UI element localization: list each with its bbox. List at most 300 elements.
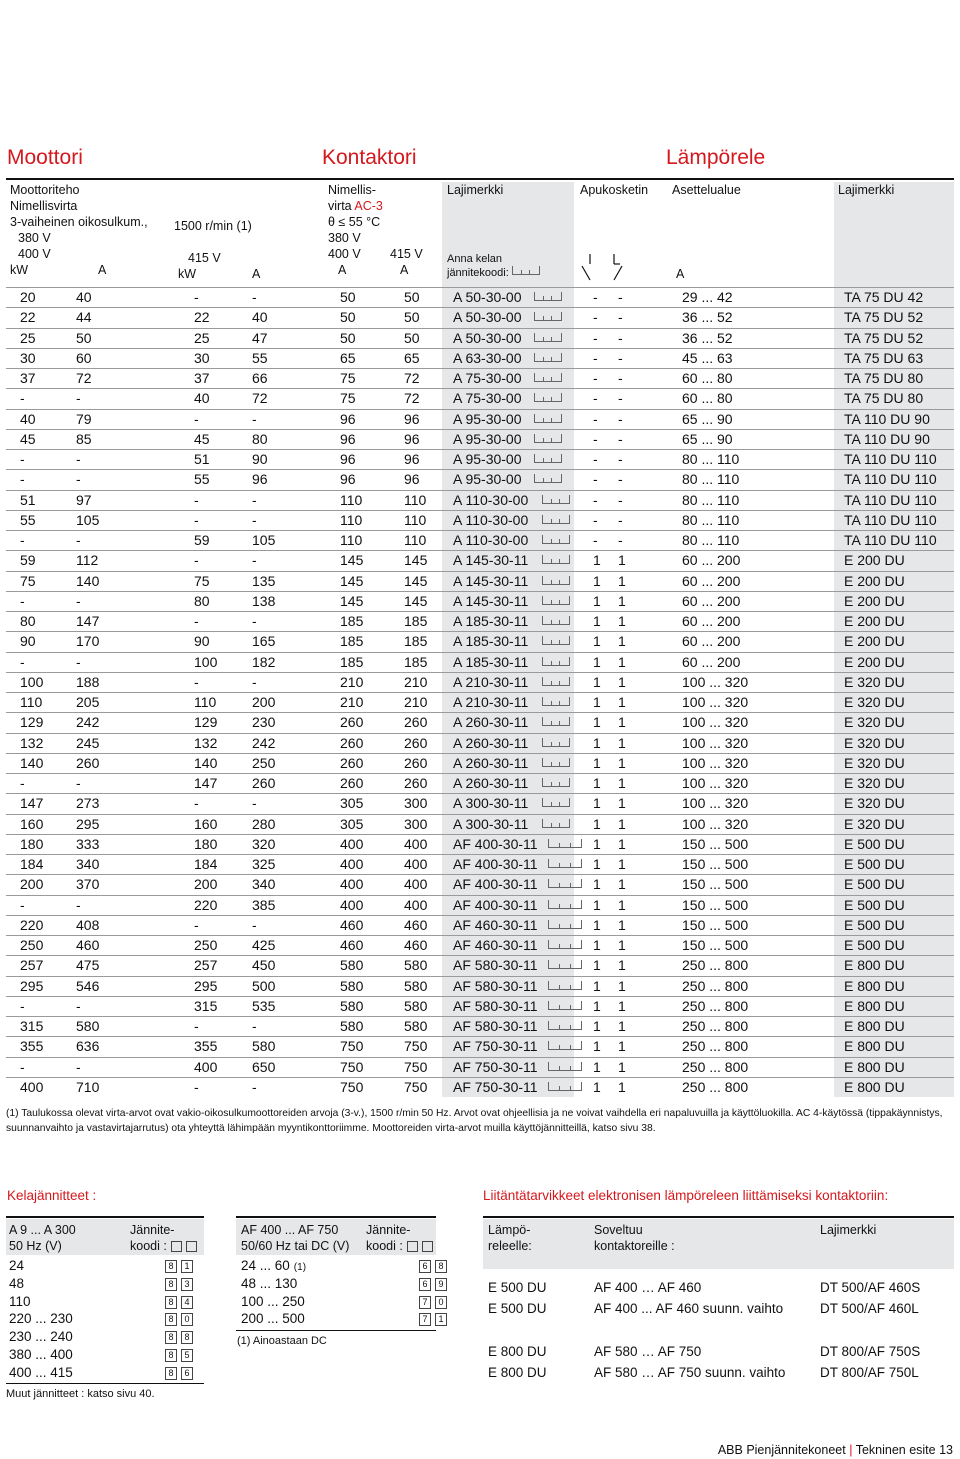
table-row bbox=[6, 490, 954, 510]
cell-aux-no: - bbox=[593, 349, 598, 366]
coil-voltage-row bbox=[9, 1258, 199, 1273]
cell-motor-amp-400: 79 bbox=[76, 410, 92, 427]
cell-motor-amp-415: 260 bbox=[252, 775, 276, 791]
cell-setting-range: 45 ... 63 bbox=[682, 349, 733, 366]
coil-code bbox=[165, 1365, 197, 1380]
coil-left-h4: koodi : bbox=[130, 1239, 167, 1253]
cell-aux-nc: - bbox=[618, 329, 623, 346]
cell-aux-no: - bbox=[593, 430, 598, 447]
cell-cont-amp-415: 300 bbox=[404, 815, 428, 832]
cell-aux-nc: - bbox=[618, 289, 623, 305]
table-row bbox=[6, 510, 954, 530]
cell-contactor-type: AF 580-30-11 bbox=[453, 957, 538, 974]
cell-motor-amp-400: - bbox=[76, 471, 81, 488]
cell-cont-amp-400: 400 bbox=[340, 835, 364, 852]
cell-motor-kw-415: 59 bbox=[194, 532, 210, 548]
cell-setting-range: 80 ... 110 bbox=[682, 532, 740, 548]
header-cont-ac3: AC-3 bbox=[354, 199, 383, 213]
code-digit: 1 bbox=[181, 1260, 193, 1273]
table-row bbox=[6, 652, 954, 672]
cell-contactor-type: A 50-30-00 bbox=[453, 289, 522, 305]
cell-motor-amp-400: 370 bbox=[76, 876, 100, 893]
cell-aux-no: 1 bbox=[593, 815, 601, 832]
cell-motor-kw-415: 22 bbox=[194, 309, 210, 326]
accessory-title: Liitäntätarvikkeet elektronisen lämpöreleen liittämiseksi kontaktoriin: bbox=[483, 1188, 889, 1203]
cell-aux-nc: 1 bbox=[618, 1078, 626, 1095]
cell-aux-no: 1 bbox=[593, 896, 601, 913]
cell-cont-amp-415: 260 bbox=[404, 714, 428, 731]
cell-relay-type: TA 75 DU 80 bbox=[844, 370, 924, 386]
cell-contactor-type: A 210-30-11 bbox=[453, 694, 529, 710]
table-row bbox=[6, 388, 954, 408]
cell-aux-nc: 1 bbox=[618, 552, 626, 569]
cell-motor-amp-415: 200 bbox=[252, 694, 276, 710]
coil-code-box-icon bbox=[542, 798, 570, 807]
cell-motor-amp-415: 66 bbox=[252, 370, 268, 386]
header-coil bbox=[447, 252, 540, 280]
cell-motor-kw-415: 132 bbox=[194, 734, 218, 751]
code-digit: 8 bbox=[165, 1331, 177, 1344]
cell-cont-amp-415: 750 bbox=[404, 1038, 428, 1055]
cell-aux-nc: 1 bbox=[618, 775, 626, 791]
coil-right-h2: 50/60 Hz tai DC (V) bbox=[241, 1239, 350, 1253]
cell-relay-type: E 320 DU bbox=[844, 734, 905, 751]
cell-cont-amp-415: 72 bbox=[404, 370, 420, 386]
cell-aux-no: 1 bbox=[593, 795, 601, 812]
cell-motor-amp-400: 112 bbox=[76, 552, 99, 569]
cell-aux-no: - bbox=[593, 289, 598, 305]
cell-aux-no: - bbox=[593, 410, 598, 427]
cell-setting-range: 60 ... 200 bbox=[682, 633, 741, 650]
header-cont-amp1: A bbox=[338, 263, 347, 277]
cell-motor-amp-400: 273 bbox=[76, 795, 100, 812]
cell-motor-amp-415: 500 bbox=[252, 977, 276, 994]
cell-contactor-type: AF 580-30-11 bbox=[453, 977, 538, 994]
cell-cont-amp-400: 260 bbox=[340, 734, 364, 751]
coil-right-h3: Jännite- bbox=[366, 1223, 411, 1237]
accessory-contactors: AF 580 … AF 750 bbox=[594, 1344, 702, 1359]
coil-code-box-icon bbox=[534, 373, 562, 382]
cell-aux-no: 1 bbox=[593, 876, 601, 893]
code-digit: 6 bbox=[419, 1260, 431, 1273]
table-row bbox=[6, 753, 954, 773]
cell-relay-type: TA 110 DU 110 bbox=[844, 451, 937, 467]
code-digit: 8 bbox=[181, 1331, 193, 1344]
cell-relay-type: E 800 DU bbox=[844, 1038, 905, 1055]
cell-motor-kw-400: 22 bbox=[20, 309, 36, 326]
code-box-icon bbox=[422, 1241, 433, 1252]
coil-code-box-icon bbox=[548, 1001, 582, 1010]
cell-setting-range: 100 ... 320 bbox=[682, 714, 749, 731]
coil-code-box-icon bbox=[534, 292, 562, 301]
header-cont-380: 380 V bbox=[328, 231, 361, 245]
cell-relay-type: TA 75 DU 80 bbox=[844, 390, 924, 407]
cell-motor-amp-415: 320 bbox=[252, 835, 276, 852]
cell-cont-amp-400: 580 bbox=[340, 977, 364, 994]
coil-code-box-icon bbox=[542, 697, 570, 706]
cell-motor-amp-415: 650 bbox=[252, 1058, 276, 1075]
table-row bbox=[6, 591, 954, 611]
cell-motor-kw-400: 80 bbox=[20, 613, 36, 629]
cell-aux-nc: 1 bbox=[618, 754, 626, 771]
coil-voltage-row bbox=[9, 1329, 199, 1344]
cell-motor-kw-415: 37 bbox=[194, 370, 210, 386]
cell-contactor-type: A 145-30-11 bbox=[453, 552, 529, 569]
footer bbox=[718, 1443, 953, 1457]
coil-code-box-icon bbox=[542, 636, 570, 645]
cell-motor-amp-415: 47 bbox=[252, 329, 268, 346]
cell-relay-type: E 320 DU bbox=[844, 714, 905, 731]
header-coil-l1: Anna kelan bbox=[447, 253, 503, 265]
cell-motor-kw-400: 295 bbox=[20, 977, 44, 994]
cell-motor-kw-415: - bbox=[194, 289, 199, 305]
cell-setting-range: 250 ... 800 bbox=[682, 997, 749, 1014]
coil-voltage: 110 bbox=[9, 1293, 31, 1309]
cell-contactor-type: A 75-30-00 bbox=[453, 370, 522, 386]
cell-motor-kw-400: 257 bbox=[20, 957, 44, 974]
cell-cont-amp-415: 260 bbox=[404, 775, 428, 791]
code-box-icon bbox=[186, 1241, 197, 1252]
header-type bbox=[447, 182, 503, 198]
cell-contactor-type: A 260-30-11 bbox=[453, 775, 529, 791]
cell-relay-type: E 800 DU bbox=[844, 1058, 905, 1075]
cell-aux-nc: 1 bbox=[618, 977, 626, 994]
header-type-label: Lajimerkki bbox=[447, 183, 504, 197]
cell-motor-kw-415: 400 bbox=[194, 1058, 218, 1075]
accessory-h2a: Soveltuu bbox=[594, 1223, 643, 1237]
cell-motor-kw-415: - bbox=[194, 673, 199, 690]
coil-code bbox=[419, 1276, 451, 1291]
cell-motor-kw-415: 90 bbox=[194, 633, 210, 650]
cell-cont-amp-415: 110 bbox=[404, 511, 427, 528]
cell-cont-amp-415: 96 bbox=[404, 471, 420, 488]
cell-motor-kw-400: 132 bbox=[20, 734, 44, 751]
cell-aux-no: - bbox=[593, 471, 598, 488]
header-motor-l3: 3-vaiheinen oikosulkum., bbox=[10, 215, 148, 229]
header-relay-type bbox=[838, 182, 894, 198]
table-row bbox=[6, 814, 954, 834]
cell-aux-nc: - bbox=[618, 471, 623, 488]
cell-cont-amp-400: 50 bbox=[340, 329, 356, 346]
coil-right-end-rule bbox=[236, 1330, 436, 1331]
header-kw-415: kW bbox=[178, 267, 197, 281]
accessory-h2 bbox=[594, 1222, 675, 1254]
cell-aux-no: 1 bbox=[593, 856, 601, 872]
cell-relay-type: TA 110 DU 90 bbox=[844, 410, 930, 427]
cell-motor-kw-415: 180 bbox=[194, 835, 218, 852]
cell-aux-nc: 1 bbox=[618, 997, 626, 1014]
cell-setting-range: 80 ... 110 bbox=[682, 471, 740, 488]
cell-motor-amp-400: 97 bbox=[76, 491, 92, 508]
cell-cont-amp-400: 75 bbox=[340, 390, 356, 407]
cell-cont-amp-400: 210 bbox=[340, 694, 364, 710]
cell-motor-amp-415: - bbox=[252, 916, 257, 933]
coil-code-box-icon bbox=[548, 981, 582, 990]
cell-cont-amp-415: 185 bbox=[404, 613, 428, 629]
table-row bbox=[6, 692, 954, 712]
header-range-unit: A bbox=[676, 267, 685, 281]
section-title-relay: Lämpörele bbox=[666, 146, 766, 169]
cell-motor-amp-415: 425 bbox=[252, 937, 276, 953]
cell-motor-kw-400: - bbox=[20, 532, 25, 548]
coil-code-box-icon bbox=[548, 900, 582, 909]
cell-relay-type: TA 110 DU 90 bbox=[844, 430, 930, 447]
cell-motor-kw-415: 147 bbox=[194, 775, 218, 791]
coil-code bbox=[165, 1276, 197, 1291]
cell-motor-kw-400: - bbox=[20, 1058, 25, 1075]
coil-voltage-row bbox=[9, 1276, 199, 1291]
cell-aux-nc: 1 bbox=[618, 613, 626, 629]
table-row bbox=[6, 328, 954, 348]
cell-cont-amp-400: 260 bbox=[340, 775, 364, 791]
coil-code-box-icon bbox=[542, 515, 570, 524]
cell-aux-no: 1 bbox=[593, 1018, 601, 1034]
cell-motor-amp-415: - bbox=[252, 410, 257, 427]
cell-motor-kw-400: - bbox=[20, 390, 25, 407]
cell-aux-no: - bbox=[593, 511, 598, 528]
table-row bbox=[6, 571, 954, 591]
coil-code-box-icon bbox=[548, 859, 582, 868]
table-row bbox=[6, 1057, 954, 1077]
cell-motor-amp-400: 44 bbox=[76, 309, 92, 326]
cell-aux-no: - bbox=[593, 390, 598, 407]
cell-relay-type: E 200 DU bbox=[844, 653, 905, 670]
cell-motor-kw-400: 110 bbox=[20, 694, 43, 710]
footer-sep: | bbox=[849, 1443, 853, 1457]
contact-symbols-icon bbox=[578, 250, 628, 282]
cell-motor-amp-400: 710 bbox=[76, 1078, 100, 1095]
cell-motor-kw-400: - bbox=[20, 653, 25, 670]
cell-motor-amp-415: 165 bbox=[252, 633, 276, 650]
cell-cont-amp-400: 260 bbox=[340, 714, 364, 731]
accessory-h1b: releelle: bbox=[488, 1239, 532, 1253]
header-relay-type-label: Lajimerkki bbox=[838, 183, 895, 197]
footnote: (1) Taulukossa olevat virta-arvot ovat vakio-oikosulkumoottoreiden arvoja (3-v.), 1500 r/min 50 Hz. Arvot ovat ohjeellisia ja ne voivat vaihdella eri napaluvuilla ja käyttöluokilla. AC 4-käytössä (tippakäynnistys, suunnanvaihto ja vastavirtajarrutus) ota yhteyttä lähimpään myyntikonttoriimme. Moottoreiden virta-arvot muilla käyttöjännitteillä, katso sivu 38. bbox=[6, 1108, 943, 1134]
cell-motor-kw-415: 220 bbox=[194, 896, 218, 913]
cell-contactor-type: A 185-30-11 bbox=[453, 633, 529, 650]
footer-brand: ABB Pienjännitekoneet bbox=[717, 1443, 846, 1457]
coil-code-box-icon bbox=[548, 920, 582, 929]
table-row bbox=[6, 733, 954, 753]
cell-aux-nc: 1 bbox=[618, 896, 626, 913]
coil-right-h4: koodi : bbox=[366, 1239, 403, 1253]
cell-motor-kw-400: 100 bbox=[20, 673, 44, 690]
cell-motor-amp-400: 475 bbox=[76, 957, 100, 974]
cell-cont-amp-400: 750 bbox=[340, 1038, 364, 1055]
cell-aux-nc: 1 bbox=[618, 653, 626, 670]
accessory-contactors: AF 400 ... AF 460 suunn. vaihto bbox=[594, 1301, 784, 1316]
table-row bbox=[6, 895, 954, 915]
cell-relay-type: E 800 DU bbox=[844, 977, 905, 994]
cell-setting-range: 250 ... 800 bbox=[682, 1058, 749, 1075]
cell-motor-kw-415: - bbox=[194, 511, 199, 528]
accessory-relay: E 500 DU bbox=[488, 1301, 547, 1316]
cell-relay-type: E 320 DU bbox=[844, 815, 905, 832]
cell-aux-nc: 1 bbox=[618, 1058, 626, 1075]
accessory-header-bg bbox=[483, 1219, 954, 1269]
cell-cont-amp-400: 400 bbox=[340, 876, 364, 893]
accessory-row bbox=[488, 1365, 954, 1380]
code-digit: 8 bbox=[165, 1367, 177, 1380]
cell-motor-kw-400: 45 bbox=[20, 430, 36, 447]
table-row bbox=[6, 409, 954, 429]
accessory-row bbox=[488, 1344, 954, 1359]
header-motor-l1: Moottoriteho bbox=[10, 183, 80, 197]
coil-code-box-icon bbox=[542, 616, 570, 625]
cell-relay-type: E 500 DU bbox=[844, 896, 905, 913]
coil-code bbox=[165, 1347, 197, 1362]
accessory-type: DT 500/AF 460L bbox=[820, 1301, 919, 1316]
cell-aux-nc: - bbox=[618, 390, 623, 407]
table-row bbox=[6, 874, 954, 894]
coil-code-box-icon bbox=[542, 758, 570, 767]
cell-contactor-type: AF 580-30-11 bbox=[453, 997, 538, 1014]
cell-motor-amp-400: 408 bbox=[76, 916, 100, 933]
cell-motor-kw-400: - bbox=[20, 775, 25, 791]
coil-voltage: 230 ... 240 bbox=[9, 1329, 73, 1345]
cell-cont-amp-400: 580 bbox=[340, 997, 364, 1014]
table-row bbox=[6, 672, 954, 692]
cell-motor-amp-415: 242 bbox=[252, 734, 276, 751]
cell-contactor-type: AF 750-30-11 bbox=[453, 1078, 538, 1095]
cell-motor-amp-415: 96 bbox=[252, 471, 268, 488]
cell-motor-amp-415: 182 bbox=[252, 653, 276, 670]
cell-setting-range: 150 ... 500 bbox=[682, 916, 749, 933]
cell-motor-kw-415: 45 bbox=[194, 430, 210, 447]
coil-voltage-row bbox=[9, 1294, 199, 1309]
cell-motor-amp-415: - bbox=[252, 795, 257, 812]
cell-aux-no: - bbox=[593, 451, 598, 467]
cell-motor-amp-415: - bbox=[252, 1078, 257, 1095]
coil-voltage-row bbox=[241, 1275, 444, 1291]
cell-motor-amp-415: - bbox=[252, 673, 257, 690]
cell-relay-type: E 800 DU bbox=[844, 1078, 905, 1095]
table-row bbox=[6, 530, 954, 550]
coil-code-box-icon bbox=[542, 596, 570, 605]
cell-contactor-type: AF 400-30-11 bbox=[453, 835, 538, 852]
table-row bbox=[6, 307, 954, 327]
cell-motor-kw-415: 129 bbox=[194, 714, 218, 731]
cell-aux-no: 1 bbox=[593, 1058, 601, 1075]
cell-setting-range: 60 ... 200 bbox=[682, 572, 741, 589]
cell-contactor-type: A 110-30-00 bbox=[453, 491, 529, 508]
cell-motor-amp-415: 105 bbox=[252, 532, 276, 548]
cell-contactor-type: A 300-30-11 bbox=[453, 795, 529, 812]
cell-motor-kw-415: 315 bbox=[194, 997, 218, 1014]
cell-motor-kw-400: 129 bbox=[20, 714, 44, 731]
table-row bbox=[6, 1016, 954, 1036]
cell-motor-amp-415: 230 bbox=[252, 714, 276, 731]
cell-setting-range: 150 ... 500 bbox=[682, 856, 749, 872]
cell-aux-no: 1 bbox=[593, 552, 601, 569]
cell-motor-amp-415: 535 bbox=[252, 997, 276, 1014]
cell-motor-amp-400: 188 bbox=[76, 673, 100, 690]
cell-contactor-type: AF 460-30-11 bbox=[453, 916, 538, 933]
cell-aux-nc: 1 bbox=[618, 795, 626, 812]
coil-code bbox=[165, 1294, 197, 1309]
cell-cont-amp-415: 185 bbox=[404, 653, 428, 670]
header-cont-400: 400 V bbox=[328, 247, 361, 261]
cell-motor-kw-415: 295 bbox=[194, 977, 218, 994]
cell-contactor-type: A 50-30-00 bbox=[453, 329, 522, 346]
header-rule bbox=[6, 178, 954, 180]
cell-aux-no: 1 bbox=[593, 977, 601, 994]
cell-relay-type: E 500 DU bbox=[844, 835, 905, 852]
cell-setting-range: 60 ... 200 bbox=[682, 592, 741, 609]
cell-motor-kw-400: 200 bbox=[20, 876, 44, 893]
cell-relay-type: TA 75 DU 52 bbox=[844, 329, 924, 346]
accessory-h1a: Lämpö- bbox=[488, 1223, 531, 1237]
cell-motor-kw-415: 184 bbox=[194, 856, 218, 872]
cell-motor-kw-400: 59 bbox=[20, 552, 36, 569]
coil-right-rule bbox=[236, 1216, 436, 1218]
cell-motor-amp-400: - bbox=[76, 390, 81, 407]
coil-code-box-icon bbox=[534, 434, 562, 443]
footer-section: Tekninen esite bbox=[855, 1443, 936, 1457]
cell-relay-type: TA 75 DU 42 bbox=[844, 289, 924, 305]
cell-aux-nc: 1 bbox=[618, 714, 626, 731]
cell-setting-range: 60 ... 80 bbox=[682, 370, 733, 386]
cell-relay-type: E 500 DU bbox=[844, 916, 905, 933]
accessory-type: DT 800/AF 750S bbox=[820, 1344, 921, 1359]
cell-motor-amp-415: - bbox=[252, 1018, 257, 1034]
cell-contactor-type: A 95-30-00 bbox=[453, 410, 522, 427]
cell-setting-range: 100 ... 320 bbox=[682, 734, 749, 751]
cell-contactor-type: A 260-30-11 bbox=[453, 714, 529, 731]
code-digit: 6 bbox=[181, 1367, 193, 1380]
header-aux bbox=[580, 182, 648, 198]
coil-code bbox=[165, 1258, 197, 1273]
table-row bbox=[6, 449, 954, 469]
cell-cont-amp-400: 580 bbox=[340, 1018, 364, 1034]
cell-cont-amp-400: 96 bbox=[340, 430, 356, 447]
cell-cont-amp-400: 50 bbox=[340, 309, 356, 326]
cell-aux-no: 1 bbox=[593, 694, 601, 710]
cell-relay-type: E 200 DU bbox=[844, 633, 905, 650]
cell-motor-amp-415: 40 bbox=[252, 309, 268, 326]
coil-code-box-icon bbox=[548, 1021, 582, 1030]
cell-aux-no: - bbox=[593, 309, 598, 326]
coil-code bbox=[165, 1329, 197, 1344]
cell-aux-nc: 1 bbox=[618, 572, 626, 589]
coil-code-box-icon bbox=[534, 353, 562, 362]
cell-motor-kw-400: 51 bbox=[20, 491, 36, 508]
cell-cont-amp-400: 110 bbox=[340, 511, 363, 528]
accessory-rule bbox=[483, 1216, 954, 1218]
header-415: 415 V bbox=[188, 251, 221, 265]
cell-motor-kw-415: 200 bbox=[194, 876, 218, 893]
coil-code-box-icon bbox=[548, 1041, 582, 1050]
cell-motor-kw-400: 90 bbox=[20, 633, 36, 650]
cell-motor-amp-400: - bbox=[76, 592, 81, 609]
cell-cont-amp-415: 580 bbox=[404, 997, 428, 1014]
header-range bbox=[672, 182, 741, 198]
cell-motor-kw-415: 55 bbox=[194, 471, 210, 488]
cell-relay-type: TA 75 DU 52 bbox=[844, 309, 924, 326]
cell-motor-kw-415: - bbox=[194, 491, 199, 508]
table-row bbox=[6, 611, 954, 631]
cell-relay-type: TA 75 DU 63 bbox=[844, 349, 924, 366]
cell-setting-range: 36 ... 52 bbox=[682, 309, 733, 326]
coil-code-box-icon bbox=[548, 839, 582, 848]
cell-contactor-type: A 145-30-11 bbox=[453, 592, 529, 609]
coil-code-box-icon bbox=[548, 879, 582, 888]
header-cont-l2a: virta bbox=[328, 199, 355, 213]
table-row bbox=[6, 469, 954, 489]
code-digit: 8 bbox=[165, 1278, 177, 1291]
cell-motor-kw-400: 140 bbox=[20, 754, 44, 771]
coil-voltage-footnote-ref: (1) bbox=[293, 1262, 307, 1273]
